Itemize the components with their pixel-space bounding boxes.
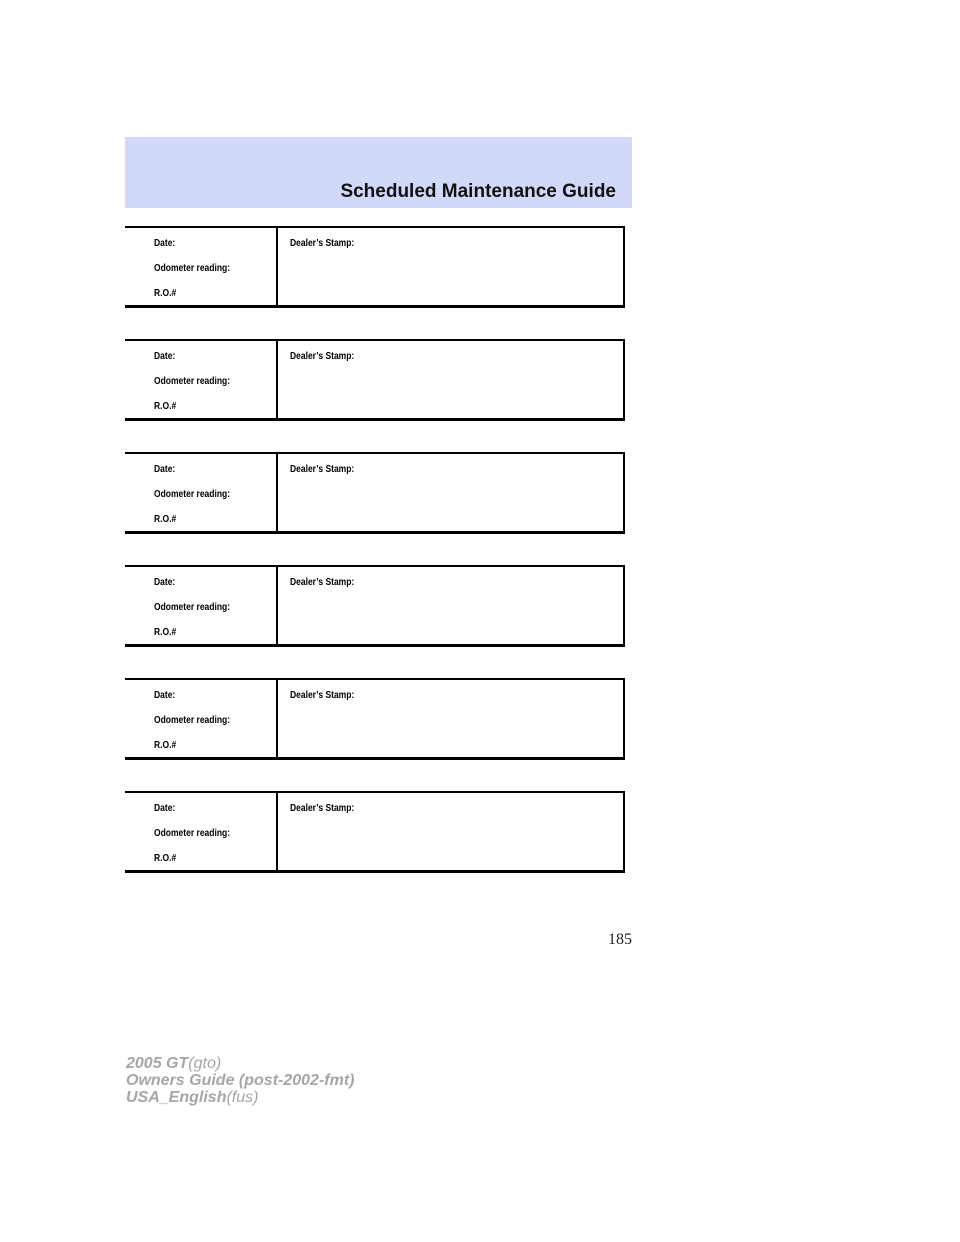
odometer-label: Odometer reading: bbox=[154, 715, 231, 726]
document-footer bbox=[126, 1055, 354, 1106]
maintenance-record-list bbox=[125, 226, 625, 904]
record-info-column bbox=[125, 793, 278, 870]
ro-number-label: R.O.# bbox=[154, 853, 177, 864]
odometer-label: Odometer reading: bbox=[154, 376, 231, 387]
maintenance-record bbox=[125, 226, 625, 308]
dealer-stamp-area bbox=[278, 228, 623, 305]
footer-line-guide bbox=[126, 1072, 354, 1089]
record-info-column bbox=[125, 567, 278, 644]
dealer-stamp-area bbox=[278, 341, 623, 418]
dealer-stamp-label: Dealer’s Stamp: bbox=[290, 464, 355, 475]
footer-model-code: (gto) bbox=[188, 1055, 222, 1072]
dealer-stamp-label: Dealer’s Stamp: bbox=[290, 803, 355, 814]
ro-number-label: R.O.# bbox=[154, 627, 177, 638]
odometer-label: Odometer reading: bbox=[154, 489, 231, 500]
maintenance-record bbox=[125, 678, 625, 760]
footer-language: USA_English bbox=[126, 1089, 227, 1106]
record-info-column bbox=[125, 680, 278, 757]
page-number: 185 bbox=[608, 931, 632, 948]
footer-line-language bbox=[126, 1089, 354, 1106]
ro-number-label: R.O.# bbox=[154, 288, 177, 299]
section-header-band bbox=[125, 137, 632, 208]
section-title: Scheduled Maintenance Guide bbox=[340, 181, 616, 202]
dealer-stamp-label: Dealer’s Stamp: bbox=[290, 577, 355, 588]
record-info-column bbox=[125, 454, 278, 531]
odometer-label: Odometer reading: bbox=[154, 828, 231, 839]
odometer-label: Odometer reading: bbox=[154, 602, 231, 613]
date-label: Date: bbox=[154, 238, 176, 249]
footer-model: 2005 GT bbox=[126, 1055, 189, 1072]
maintenance-record bbox=[125, 452, 625, 534]
dealer-stamp-label: Dealer’s Stamp: bbox=[290, 690, 355, 701]
dealer-stamp-area bbox=[278, 680, 623, 757]
date-label: Date: bbox=[154, 690, 176, 701]
footer-line-model bbox=[126, 1055, 354, 1072]
maintenance-record bbox=[125, 339, 625, 421]
dealer-stamp-label: Dealer’s Stamp: bbox=[290, 351, 355, 362]
maintenance-record bbox=[125, 565, 625, 647]
date-label: Date: bbox=[154, 351, 176, 362]
ro-number-label: R.O.# bbox=[154, 740, 177, 751]
footer-language-code: (fus) bbox=[226, 1089, 259, 1106]
maintenance-record bbox=[125, 791, 625, 873]
dealer-stamp-area bbox=[278, 793, 623, 870]
dealer-stamp-label: Dealer’s Stamp: bbox=[290, 238, 355, 249]
date-label: Date: bbox=[154, 464, 176, 475]
date-label: Date: bbox=[154, 803, 176, 814]
record-info-column bbox=[125, 341, 278, 418]
footer-guide: Owners Guide (post-2002-fmt) bbox=[126, 1072, 355, 1089]
date-label: Date: bbox=[154, 577, 176, 588]
dealer-stamp-area bbox=[278, 454, 623, 531]
ro-number-label: R.O.# bbox=[154, 514, 177, 525]
odometer-label: Odometer reading: bbox=[154, 263, 231, 274]
record-info-column bbox=[125, 228, 278, 305]
dealer-stamp-area bbox=[278, 567, 623, 644]
ro-number-label: R.O.# bbox=[154, 401, 177, 412]
